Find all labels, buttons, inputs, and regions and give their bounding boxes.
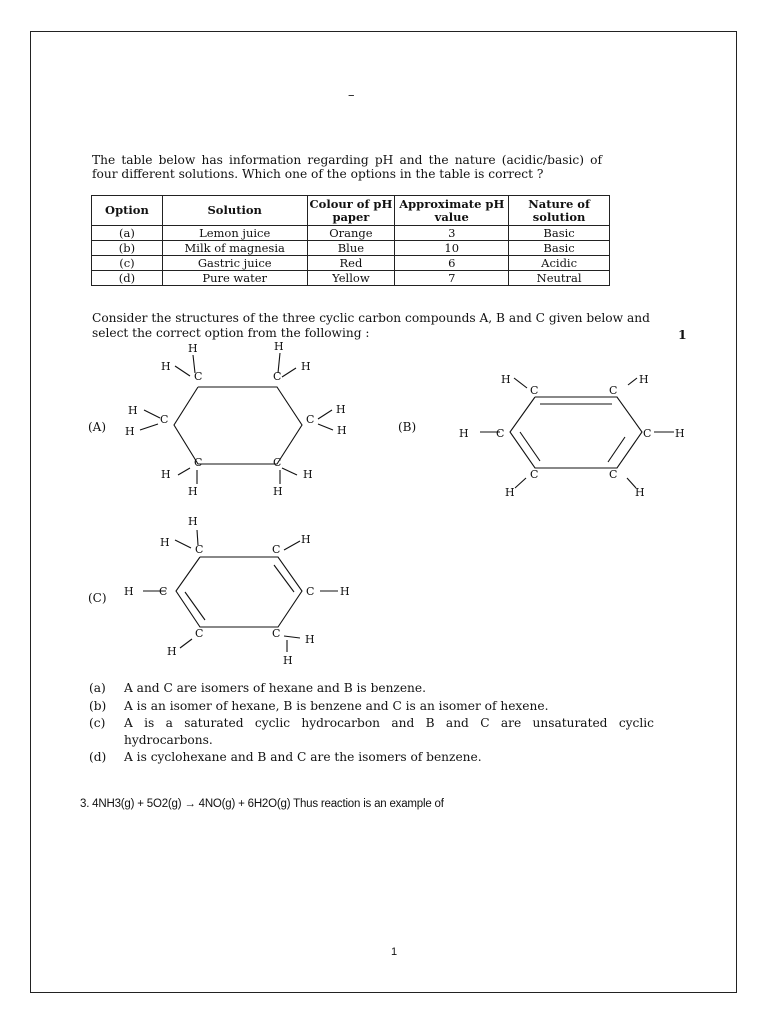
ring-b-bonds — [510, 397, 642, 468]
hydrogen-atom-label: H — [303, 468, 313, 481]
hydrogen-atom-label: H — [273, 485, 283, 498]
cell-solution: Pure water — [162, 271, 307, 286]
option-text: A is a saturated cyclic hydrocarbon and B and C are unsaturated cyclic hydrocarbons. — [124, 716, 654, 747]
option-b[interactable] — [89, 698, 654, 715]
carbon-atom-label: C — [194, 456, 203, 469]
hydrogen-atom-label: H — [305, 633, 315, 646]
cell-solution: Gastric juice — [162, 256, 307, 271]
carbon-atom-label: C — [159, 585, 168, 598]
question2-options — [89, 680, 654, 767]
hydrogen-atom-label: H — [340, 585, 350, 598]
hydrogen-atom-label: H — [635, 486, 645, 499]
hydrogen-atom-label: H — [128, 404, 138, 417]
cell-solution: Lemon juice — [162, 226, 307, 241]
hydrogen-atom-label: H — [301, 360, 311, 373]
option-key: (d) — [89, 750, 107, 764]
hydrogen-atom-label: H — [188, 342, 198, 355]
atom-labels — [124, 340, 685, 667]
cell-nature: Acidic — [509, 256, 610, 271]
cell-colour: Red — [307, 256, 395, 271]
cell-ph: 6 — [395, 256, 509, 271]
question1-intro: The table below has information regarding pH and the nature (acidic/basic) of four different solutions. Which one of the options in the table is correct ? — [92, 153, 602, 181]
hydrogen-atom-label: H — [505, 486, 515, 499]
option-a[interactable] — [89, 680, 654, 697]
option-text: A and C are isomers of hexane and B is benzene. — [124, 681, 426, 695]
ring-c-bonds — [176, 557, 302, 627]
option-key: (a) — [89, 681, 106, 695]
cell-nature: Neutral — [509, 271, 610, 286]
cell-colour: Orange — [307, 226, 395, 241]
cell-ph: 3 — [395, 226, 509, 241]
hydrogen-atom-label: H — [459, 427, 469, 440]
hydrogen-atom-label: H — [337, 424, 347, 437]
option-c[interactable] — [89, 715, 654, 748]
carbon-atom-label: C — [160, 413, 169, 426]
cell-solution: Milk of magnesia — [162, 241, 307, 256]
cell-ph: 10 — [395, 241, 509, 256]
question2-marks: 1 — [678, 327, 687, 342]
hydrogen-atom-label: H — [639, 373, 649, 386]
cell-colour: Yellow — [307, 271, 395, 286]
header-nature: Nature of solution — [509, 196, 610, 226]
carbon-atom-label: C — [496, 427, 505, 440]
carbon-atom-label: C — [306, 413, 315, 426]
structure-label-b: (B) — [398, 420, 417, 434]
hydrogen-atom-label: H — [161, 360, 171, 373]
carbon-atom-label: C — [273, 370, 282, 383]
cell-colour: Blue — [307, 241, 395, 256]
hydrogen-atom-label: H — [336, 403, 346, 416]
option-text: A is an isomer of hexane, B is benzene and C is an isomer of hexene. — [124, 698, 549, 713]
hydrogen-atom-label: H — [501, 373, 511, 386]
hydrogen-atom-label: H — [301, 533, 311, 546]
hydrogen-atom-label: H — [283, 654, 293, 667]
hydrogen-atom-label: H — [188, 485, 198, 498]
carbon-atom-label: C — [273, 456, 282, 469]
cell-nature: Basic — [509, 241, 610, 256]
option-text: A is cyclohexane and B and C are the isomers of benzene. — [124, 750, 482, 764]
hydrogen-atom-label: H — [125, 425, 135, 438]
question3-text: 3. 4NH3(g) + 5O2(g) → 4NO(g) + 6H2O(g) Thus reaction is an example of — [80, 798, 444, 810]
option-key: (b) — [89, 698, 107, 713]
hydrogen-atom-label: H — [160, 536, 170, 549]
question2-intro: Consider the structures of the three cyclic carbon compounds A, B and C given below and select the correct option from the following : — [92, 311, 650, 340]
cell-option: (b) — [92, 241, 163, 256]
carbon-atom-label: C — [195, 627, 204, 640]
hydrogen-atom-label: H — [188, 515, 198, 528]
ring-a-bonds — [174, 387, 302, 464]
carbon-atom-label: C — [530, 384, 539, 397]
structure-label-a: (A) — [88, 420, 107, 434]
cell-nature: Basic — [509, 226, 610, 241]
cell-option: (d) — [92, 271, 163, 286]
hydrogen-atom-label: H — [161, 468, 171, 481]
carbon-atom-label: C — [643, 427, 652, 440]
carbon-atom-label: C — [195, 543, 204, 556]
header-ph-value: Approximate pH value — [395, 196, 509, 226]
cell-option: (a) — [92, 226, 163, 241]
carbon-atom-label: C — [609, 384, 618, 397]
carbon-atom-label: C — [530, 468, 539, 481]
cell-ph: 7 — [395, 271, 509, 286]
hydrogen-atom-label: H — [124, 585, 134, 598]
carbon-atom-label: C — [272, 627, 281, 640]
hydrogen-atom-label: H — [167, 645, 177, 658]
option-d[interactable] — [89, 749, 654, 766]
header-option: Option — [92, 196, 163, 226]
hydrogen-atom-label: H — [274, 340, 284, 353]
structure-label-c: (C) — [88, 591, 107, 605]
cell-option: (c) — [92, 256, 163, 271]
header-dash: – — [348, 88, 355, 103]
carbon-atom-label: C — [609, 468, 618, 481]
carbon-atom-label: C — [306, 585, 315, 598]
carbon-atom-label: C — [194, 370, 203, 383]
hydrogen-atom-label: H — [675, 427, 685, 440]
option-key: (c) — [89, 716, 106, 730]
carbon-atom-label: C — [272, 543, 281, 556]
header-colour: Colour of pH paper — [307, 196, 395, 226]
page-number: 1 — [391, 946, 398, 958]
header-solution: Solution — [162, 196, 307, 226]
